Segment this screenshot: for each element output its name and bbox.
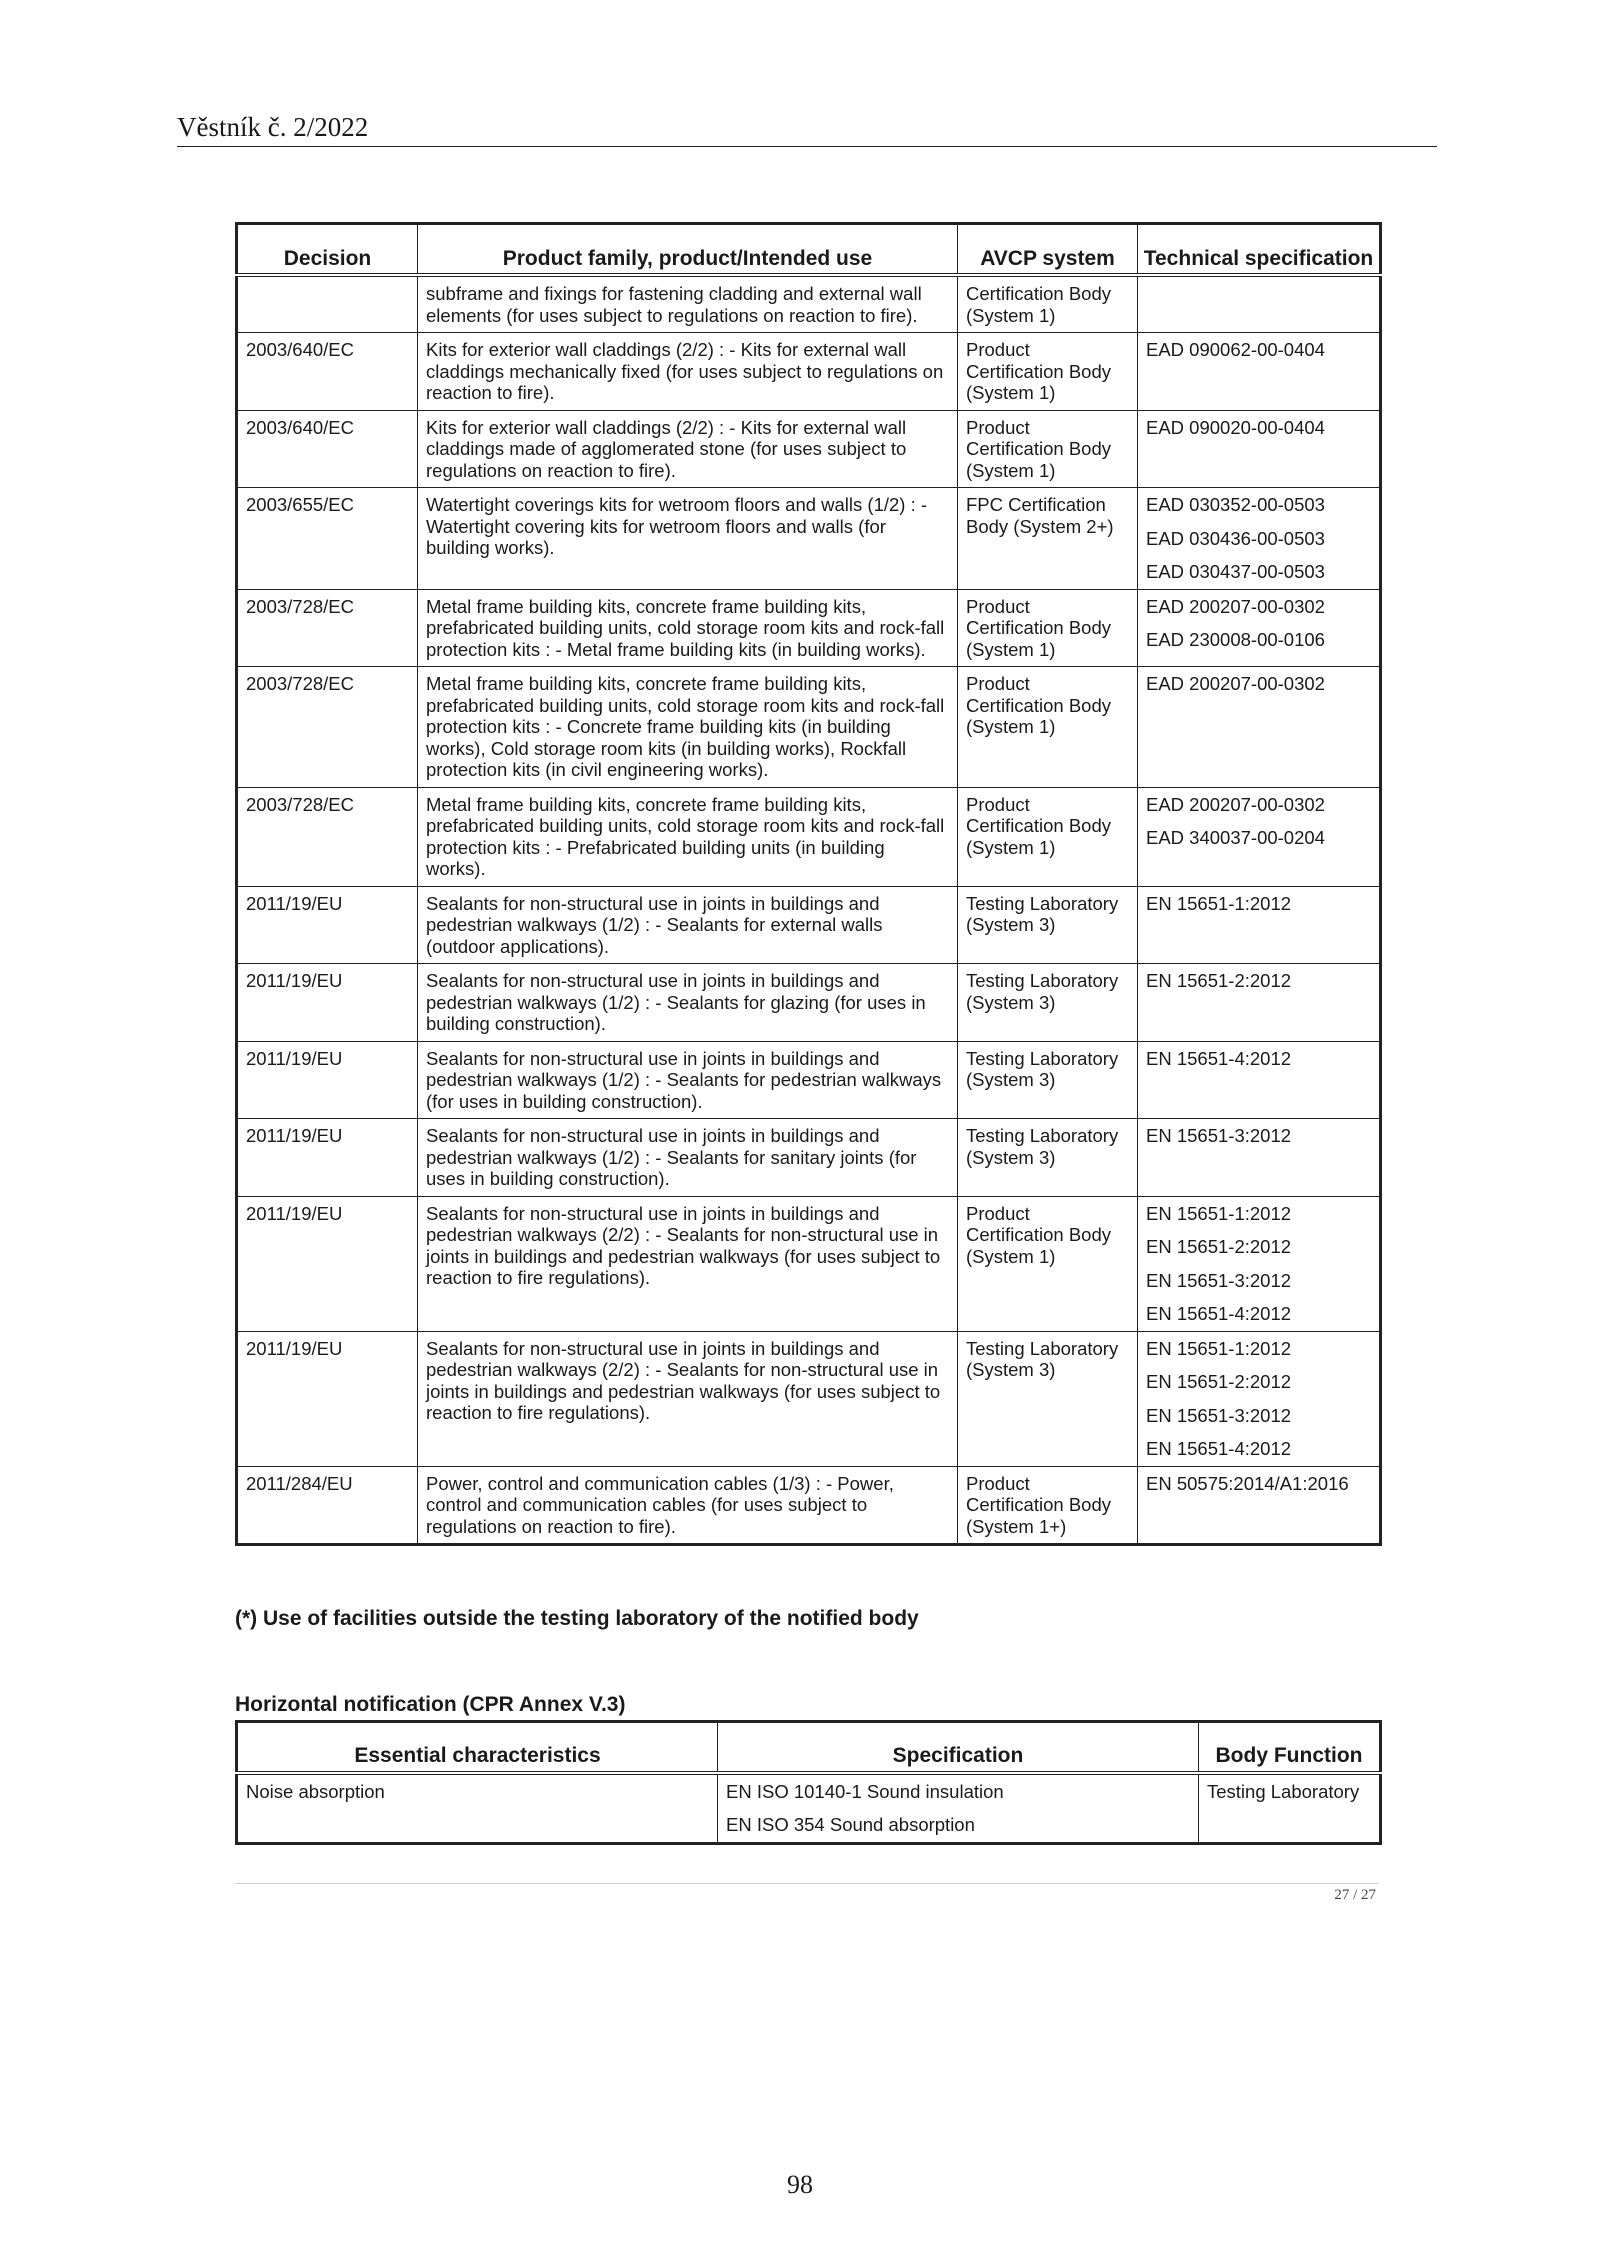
product-cell: Kits for exterior wall claddings (2/2) : - Kits for external wall claddings mechanically fixed (for uses subject to regulations on reaction to fire).	[418, 333, 958, 411]
product-cell: subframe and fixings for fastening cladding and external wall elements (for uses subject to regulations on reaction to fire).	[418, 275, 958, 333]
specification-item: EAD 200207-00-0302	[1146, 673, 1325, 694]
table-row	[237, 1331, 1381, 1466]
table-header-row	[237, 224, 1381, 276]
specification-cell	[1138, 1119, 1381, 1197]
specification-cell	[1138, 275, 1381, 333]
page-number: 98	[787, 2170, 813, 2199]
specification-item: EN 15651-3:2012	[1146, 1125, 1292, 1146]
avcp-cell: Testing Laboratory (System 3)	[958, 964, 1138, 1042]
table-row	[237, 410, 1381, 488]
avcp-cell: Testing Laboratory (System 3)	[958, 1119, 1138, 1197]
column-header-body-function: Body Function	[1199, 1722, 1381, 1773]
avcp-cell: Product Certification Body (System 1)	[958, 333, 1138, 411]
specification-item: EAD 030436-00-0503	[1146, 527, 1325, 549]
body-function-cell: Testing Laboratory	[1199, 1773, 1381, 1844]
table-row	[237, 1466, 1381, 1545]
decision-cell: 2011/19/EU	[237, 886, 418, 964]
specification-item: EN 15651-4:2012	[1146, 1303, 1292, 1324]
decision-cell: 2003/728/EC	[237, 589, 418, 667]
product-cell: Sealants for non-structural use in joints in buildings and pedestrian walkways (1/2) : - Sealants for external walls (outdoor applications).	[418, 886, 958, 964]
decision-cell: 2003/655/EC	[237, 488, 418, 590]
specification-item: EN ISO 10140-1 Sound insulation	[726, 1780, 1004, 1802]
footer-divider	[235, 1883, 1379, 1884]
specification-cell	[1138, 410, 1381, 488]
page-count: 27 / 27	[1334, 1887, 1376, 1903]
column-header-specification: Technical specification	[1138, 224, 1381, 276]
specification-item: EN 15651-2:2012	[1146, 1371, 1292, 1392]
specification-item: EN 15651-1:2012	[1146, 892, 1292, 914]
specification-item: EAD 340037-00-0204	[1146, 827, 1325, 848]
specification-item: EN 15651-1:2012	[1146, 1202, 1292, 1224]
specification-item: EN 15651-2:2012	[1146, 970, 1292, 991]
decision-cell: 2003/728/EC	[237, 787, 418, 886]
decision-cell: 2011/19/EU	[237, 964, 418, 1042]
decision-cell: 2011/19/EU	[237, 1119, 418, 1197]
table-row	[237, 667, 1381, 788]
product-cell: Sealants for non-structural use in joints in buildings and pedestrian walkways (2/2) : - Sealants for non-structural use in joints in buildings and pedestrian walkways (for uses subject to reaction to fire regulations).	[418, 1196, 958, 1331]
table-header-row	[237, 1722, 1381, 1773]
decision-cell: 2003/640/EC	[237, 410, 418, 488]
specification-item: EN ISO 354 Sound absorption	[726, 1814, 975, 1835]
decision-table-body	[237, 275, 1381, 1545]
column-header-decision: Decision	[237, 224, 418, 276]
column-header-product: Product family, product/Intended use	[418, 224, 958, 276]
product-cell: Sealants for non-structural use in joints in buildings and pedestrian walkways (1/2) : - Sealants for pedestrian walkways (for uses in building construction).	[418, 1041, 958, 1119]
horizontal-notification-table	[235, 1720, 1382, 1845]
horizontal-notification-title: Horizontal notification (CPR Annex V.3)	[235, 1693, 626, 1716]
product-cell: Metal frame building kits, concrete frame building kits, prefabricated building units, cold storage room kits and rock-fall protection kits : - Metal frame building kits (in building works).	[418, 589, 958, 667]
specification-cell	[1138, 886, 1381, 964]
specification-item: EN 15651-2:2012	[1146, 1236, 1292, 1257]
avcp-cell: Certification Body (System 1)	[958, 275, 1138, 333]
table-row	[237, 333, 1381, 411]
page-header	[177, 112, 1437, 147]
product-cell: Kits for exterior wall claddings (2/2) : - Kits for external wall claddings made of agglomerated stone (for uses subject to regulations on reaction to fire).	[418, 410, 958, 488]
specification-cell	[1138, 1041, 1381, 1119]
avcp-cell: Product Certification Body (System 1+)	[958, 1466, 1138, 1545]
avcp-cell: FPC Certification Body (System 2+)	[958, 488, 1138, 590]
decision-cell	[237, 275, 418, 333]
table-row	[237, 1041, 1381, 1119]
column-header-characteristics: Essential characteristics	[237, 1722, 718, 1773]
product-cell: Sealants for non-structural use in joints in buildings and pedestrian walkways (1/2) : - Sealants for sanitary joints (for uses in building construction).	[418, 1119, 958, 1197]
decision-cell: 2011/19/EU	[237, 1331, 418, 1466]
bulletin-title: Věstník č. 2/2022	[177, 112, 369, 142]
specification-item: EAD 030437-00-0503	[1146, 561, 1325, 582]
specification-cell	[1138, 333, 1381, 411]
specification-item: EN 50575:2014/A1:2016	[1146, 1472, 1349, 1494]
table-row	[237, 886, 1381, 964]
specification-cell	[1138, 1466, 1381, 1545]
avcp-cell: Testing Laboratory (System 3)	[958, 1331, 1138, 1466]
specification-cell	[1138, 1196, 1381, 1331]
table-row	[237, 275, 1381, 333]
avcp-cell: Product Certification Body (System 1)	[958, 410, 1138, 488]
product-cell: Sealants for non-structural use in joints in buildings and pedestrian walkways (1/2) : - Sealants for glazing (for uses in building construction).	[418, 964, 958, 1042]
avcp-cell: Product Certification Body (System 1)	[958, 787, 1138, 886]
product-cell: Metal frame building kits, concrete frame building kits, prefabricated building units, cold storage room kits and rock-fall protection kits : - Concrete frame building kits (in building works), Cold storage room kits (in building works), Rockfall protection kits (in civil engineering works).	[418, 667, 958, 788]
decision-cell: 2003/728/EC	[237, 667, 418, 788]
specification-item: EAD 200207-00-0302	[1146, 595, 1325, 617]
table-row	[237, 488, 1381, 590]
table-row	[237, 964, 1381, 1042]
avcp-cell: Product Certification Body (System 1)	[958, 589, 1138, 667]
decision-cell: 2011/19/EU	[237, 1041, 418, 1119]
specification-item: EN 15651-1:2012	[1146, 1337, 1292, 1359]
specification-item: EAD 090020-00-0404	[1146, 416, 1325, 438]
product-cell: Metal frame building kits, concrete frame building kits, prefabricated building units, cold storage room kits and rock-fall protection kits : - Prefabricated building units (in building works).	[418, 787, 958, 886]
specification-item: EAD 230008-00-0106	[1146, 629, 1325, 650]
specification-item: EN 15651-3:2012	[1146, 1269, 1292, 1291]
specification-cell	[1138, 1331, 1381, 1466]
horizontal-table-body	[237, 1773, 1381, 1844]
specification-item: EN 15651-3:2012	[1146, 1404, 1292, 1426]
specification-item: EAD 030352-00-0503	[1146, 494, 1325, 515]
specification-cell	[1138, 667, 1381, 788]
specification-item: EAD 200207-00-0302	[1146, 793, 1325, 815]
product-cell: Sealants for non-structural use in joints in buildings and pedestrian walkways (2/2) : - Sealants for non-structural use in joints in buildings and pedestrian walkways (for uses subject to reaction to fire regulations).	[418, 1331, 958, 1466]
specification-cell	[1138, 964, 1381, 1042]
specification-item: EN 15651-4:2012	[1146, 1047, 1292, 1069]
decision-cell: 2011/284/EU	[237, 1466, 418, 1545]
column-header-avcp: AVCP system	[958, 224, 1138, 276]
table-row	[237, 1773, 1381, 1844]
product-cell: Watertight coverings kits for wetroom floors and walls (1/2) : - Watertight covering kits for wetroom floors and walls (for building works).	[418, 488, 958, 590]
specification-item: EAD 090062-00-0404	[1146, 339, 1325, 360]
specification-cell	[1138, 589, 1381, 667]
footnote: (*) Use of facilities outside the testing laboratory of the notified body	[235, 1607, 919, 1630]
table-row	[237, 787, 1381, 886]
avcp-cell: Product Certification Body (System 1)	[958, 667, 1138, 788]
avcp-cell: Testing Laboratory (System 3)	[958, 886, 1138, 964]
decision-cell: 2011/19/EU	[237, 1196, 418, 1331]
decision-table	[235, 222, 1382, 1546]
column-header-specification: Specification	[718, 1722, 1199, 1773]
specification-cell	[1138, 787, 1381, 886]
decision-cell: 2003/640/EC	[237, 333, 418, 411]
table-row	[237, 1119, 1381, 1197]
table-row	[237, 589, 1381, 667]
avcp-cell: Product Certification Body (System 1)	[958, 1196, 1138, 1331]
characteristic-cell: Noise absorption	[237, 1773, 718, 1844]
table-row	[237, 1196, 1381, 1331]
avcp-cell: Testing Laboratory (System 3)	[958, 1041, 1138, 1119]
product-cell: Power, control and communication cables (1/3) : - Power, control and communication cables (for uses subject to regulations on reaction to fire).	[418, 1466, 958, 1545]
specification-cell	[1138, 488, 1381, 590]
specification-item: EN 15651-4:2012	[1146, 1438, 1292, 1459]
specification-cell	[718, 1773, 1199, 1844]
